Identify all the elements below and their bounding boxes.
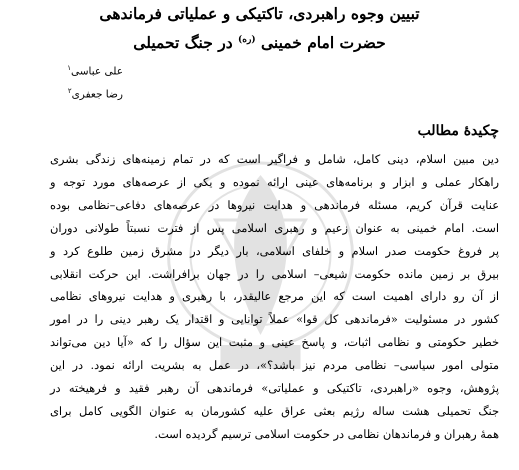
author-name: رضا جعفری [71,88,123,100]
author-1 [67,59,123,82]
abstract-line: است. امام خمینی به عنوان زعیم و رهبری اسلامی پس از فترت نسبتاً طولانی دوران [50,220,499,235]
abstract-line: پژوهش، وجوه «راهبردی، تاکتیکی و عملیاتی» فرماندهی آن رهبر فقید و فرهیخته در [50,381,499,396]
author-2 [67,82,123,105]
author-footnote-mark: ۲ [67,86,72,95]
abstract-line: عنایت قرآن کریم، مسئله فرماندهی و هدایت نیروها در عرصه‌های دفاعی–نظامی بوده [50,197,499,212]
abstract-line: جنگ تحمیلی هشت ساله رژیم بعثی عراق علیه کشورمان به عنوان الگویی کامل برای [50,403,499,418]
author-list [67,59,123,104]
title-part-a: حضرت امام خمینی [261,33,386,53]
abstract-line: همۀ رهبران و فرماندهان نظامی در حکومت اسلامی ترسیم گردیده است. [154,426,499,441]
abstract-line: از آن رو دارای اهمیت است که این مرجع عالیقدر، با رهبری و هدایت نیروهای نظامی [50,289,499,304]
title-part-b: در جنگ تحمیلی [133,33,233,53]
author-footnote-mark: ۱ [67,64,71,72]
abstract-line: کشور در مسئولیت «فرماندهی کل قوا» عملاً توانایی و اقتدار یک رهبر دینی را در امور [50,312,499,327]
abstract-heading: چکیدۀ مطالب [417,123,499,139]
abstract-line: پر فروغ حکومت صدر اسلام و خلفای اسلامی، بار دیگر در مشرق زمین طلوع کرد و [50,243,499,258]
author-name: علی عباسی [70,65,123,78]
honorific-superscript: (ره) [238,35,256,45]
abstract-line: متولی امور سیاسی– نظامی مردم نیز باشد؟»، در عمل به بشریت ارائه نمود. در این [50,358,499,373]
abstract-line: راهکار عملی و ابزار و برنامه‌های عینی ارائه نموده و یکی از عرصه‌های مورد توجه و [50,174,499,189]
paper-title-line-2 [20,30,499,53]
paper-title-line-1: تبیین وجوه راهبردی، تاکتیکی و عملیاتی فرماندهی [99,4,420,23]
abstract-body [50,148,499,446]
abstract-line: بیرق بر زمین مانده حکومت شیعی– اسلامی را در جهان برافراشت. این حرکت انقلابی [50,266,499,281]
abstract-line: دین مبین اسلام، دینی کامل، شامل و فراگیر است که در تمام زمینه‌های زندگی بشری [50,152,499,166]
abstract-line: خطیر حکومتی و نظامی اثبات، و پاسخ عینی و مثبت این سؤال را که «آیا دین می‌تواند [50,335,499,350]
